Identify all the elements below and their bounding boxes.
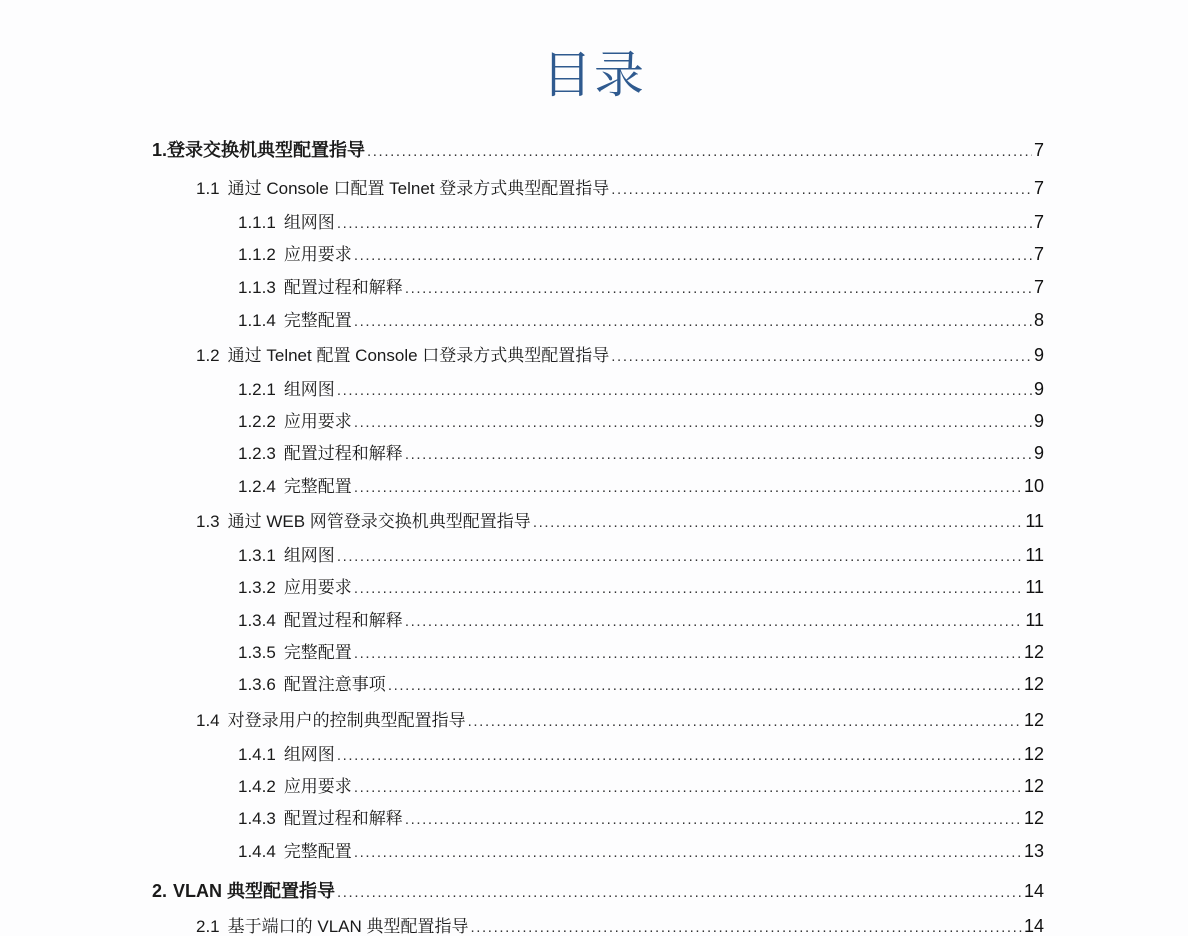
toc-entry-label: 组网图 (283, 380, 335, 399)
toc-title: 目录 (542, 46, 646, 104)
toc-entry[interactable] (238, 207, 1044, 237)
toc-entry-page-number: 8 (1033, 310, 1044, 330)
toc-entry-page-number: 12 (1023, 744, 1044, 764)
toc-entry-label: 应用要求 (283, 578, 352, 597)
dot-leader (337, 376, 1032, 406)
dot-leader (533, 508, 1024, 538)
dot-leader (354, 307, 1032, 337)
toc-entry-label: 应用要求 (283, 245, 352, 264)
toc-entry-number: 1.2.1 (238, 380, 276, 399)
toc-entry[interactable] (152, 876, 1044, 906)
dot-leader (468, 707, 1022, 737)
toc-entry-label: 组网图 (283, 213, 335, 232)
toc-entry[interactable] (238, 637, 1044, 667)
toc-entry-label: 配置过程和解释 (283, 444, 403, 463)
toc-entry-label: 通过 Telnet 配置 Console 口登录方式典型配置指导 (227, 346, 610, 365)
toc-entry-number: 1.1.3 (238, 278, 276, 297)
toc-entry-number: 1.1.1 (238, 213, 276, 232)
toc-entry-label: 完整配置 (283, 643, 352, 662)
toc-entry-number: 1.2 (196, 346, 220, 365)
toc-entry-page-number: 7 (1033, 212, 1044, 232)
toc-entry[interactable] (196, 506, 1044, 536)
dot-leader (405, 274, 1032, 304)
toc-entry-page-number: 10 (1023, 476, 1044, 496)
dot-leader (367, 137, 1032, 167)
toc-entry-page-number: 9 (1033, 443, 1044, 463)
toc-entry-label: 对登录用户的控制典型配置指导 (227, 711, 466, 730)
toc-entry-number: 1.4 (196, 711, 220, 730)
toc-entry-label: 基于端口的 VLAN 典型配置指导 (227, 917, 469, 936)
toc-entry[interactable] (238, 572, 1044, 602)
toc-entry-label: 配置过程和解释 (283, 809, 403, 828)
toc-entry[interactable] (238, 239, 1044, 269)
dot-leader (405, 440, 1032, 470)
toc-entry-label: 应用要求 (283, 412, 352, 431)
toc-entry[interactable] (196, 340, 1044, 370)
toc-entry[interactable] (238, 771, 1044, 801)
toc-entry-number: 1.2.2 (238, 412, 276, 431)
toc-entry[interactable] (238, 605, 1044, 635)
toc-entry-page-number: 11 (1025, 511, 1044, 531)
toc-entry-page-number: 12 (1023, 642, 1044, 662)
dot-leader (471, 913, 1022, 943)
toc-entry-page-number: 9 (1033, 345, 1044, 365)
toc-entry-page-number: 11 (1025, 610, 1044, 630)
toc-entry-page-number: 7 (1033, 277, 1044, 297)
toc-entry-page-number: 12 (1023, 710, 1044, 730)
toc-entry[interactable] (238, 836, 1044, 866)
toc-entry[interactable] (238, 438, 1044, 468)
toc-entry-page-number: 9 (1033, 411, 1044, 431)
toc-entry-page-number: 14 (1023, 916, 1044, 936)
toc-entry[interactable] (238, 471, 1044, 501)
toc-entry[interactable] (238, 305, 1044, 335)
toc-entry[interactable] (238, 739, 1044, 769)
toc-entry-number: 1.2.4 (238, 477, 276, 496)
dot-leader (611, 342, 1032, 372)
toc-entry[interactable] (238, 540, 1044, 570)
toc-entry-label: 配置过程和解释 (283, 278, 403, 297)
toc-entry-number: 1.1.2 (238, 245, 276, 264)
toc-entry-page-number: 14 (1023, 881, 1044, 901)
toc-entry[interactable] (238, 803, 1044, 833)
toc-entry-label: 完整配置 (283, 311, 352, 330)
toc-entry[interactable] (152, 135, 1044, 165)
toc-entry-page-number: 9 (1033, 379, 1044, 399)
toc-entry[interactable] (196, 705, 1044, 735)
toc-entry-number: 1.3 (196, 512, 220, 531)
toc-entry-page-number: 12 (1023, 776, 1044, 796)
toc-entry-page-number: 13 (1023, 841, 1044, 861)
toc-entry-page-number: 7 (1033, 244, 1044, 264)
toc-entry[interactable] (238, 406, 1044, 436)
toc-entry[interactable] (238, 272, 1044, 302)
toc-entry-label: 应用要求 (283, 777, 352, 796)
dot-leader (354, 408, 1032, 438)
dot-leader (337, 542, 1024, 572)
toc-entry-page-number: 12 (1023, 674, 1044, 694)
toc-entry-number: 1.1.4 (238, 311, 276, 330)
toc-entry-label: 配置过程和解释 (283, 611, 403, 630)
toc-entry-number: 1.3.6 (238, 675, 276, 694)
toc-entry[interactable] (196, 173, 1044, 203)
toc-entry-label: 组网图 (283, 745, 335, 764)
toc-entry-label: 通过 WEB 网管登录交换机典型配置指导 (227, 512, 531, 531)
toc-entry[interactable] (238, 669, 1044, 699)
toc-entry[interactable] (196, 911, 1044, 941)
toc-entry-label: 完整配置 (283, 477, 352, 496)
dot-leader (354, 241, 1032, 271)
dot-leader (354, 574, 1024, 604)
dot-leader (405, 805, 1022, 835)
toc-entry-number: 1.4.2 (238, 777, 276, 796)
toc-entry-label: 完整配置 (283, 842, 352, 861)
dot-leader (337, 209, 1032, 239)
toc-entry-number: 2.1 (196, 917, 220, 936)
dot-leader (337, 878, 1022, 908)
toc-entry-label: 登录交换机典型配置指导 (167, 140, 366, 160)
dot-leader (354, 473, 1022, 503)
dot-leader (354, 639, 1022, 669)
toc-entry-page-number: 7 (1033, 140, 1044, 160)
toc-entry-page-number: 7 (1033, 178, 1044, 198)
dot-leader (405, 607, 1024, 637)
toc-entry-number: 1.3.2 (238, 578, 276, 597)
dot-leader (611, 175, 1032, 205)
dot-leader (337, 741, 1022, 771)
toc-entry-number: 1.3.5 (238, 643, 276, 662)
toc-entry-label: 通过 Console 口配置 Telnet 登录方式典型配置指导 (227, 179, 610, 198)
toc-entry-number: 1.4.3 (238, 809, 276, 828)
toc-entry-page-number: 12 (1023, 808, 1044, 828)
dot-leader (354, 773, 1022, 803)
toc-entry-page-number: 11 (1025, 545, 1044, 565)
toc-entry-number: 1.4.1 (238, 745, 276, 764)
toc-entry[interactable] (238, 374, 1044, 404)
toc-entry-label: VLAN 典型配置指导 (173, 881, 336, 901)
toc-entry-number: 1.2.3 (238, 444, 276, 463)
toc-entry-page-number: 11 (1025, 577, 1044, 597)
toc-entry-number: 1.4.4 (238, 842, 276, 861)
dot-leader (388, 671, 1022, 701)
toc-entry-number: 1.3.4 (238, 611, 276, 630)
toc-entry-number: 1.3.1 (238, 546, 276, 565)
toc-entry-label: 配置注意事项 (283, 675, 386, 694)
toc-entry-number: 1. (152, 140, 168, 160)
toc-entry-number: 2. (152, 881, 168, 901)
toc-entry-label: 组网图 (283, 546, 335, 565)
dot-leader (354, 838, 1022, 868)
toc-entry-number: 1.1 (196, 179, 220, 198)
